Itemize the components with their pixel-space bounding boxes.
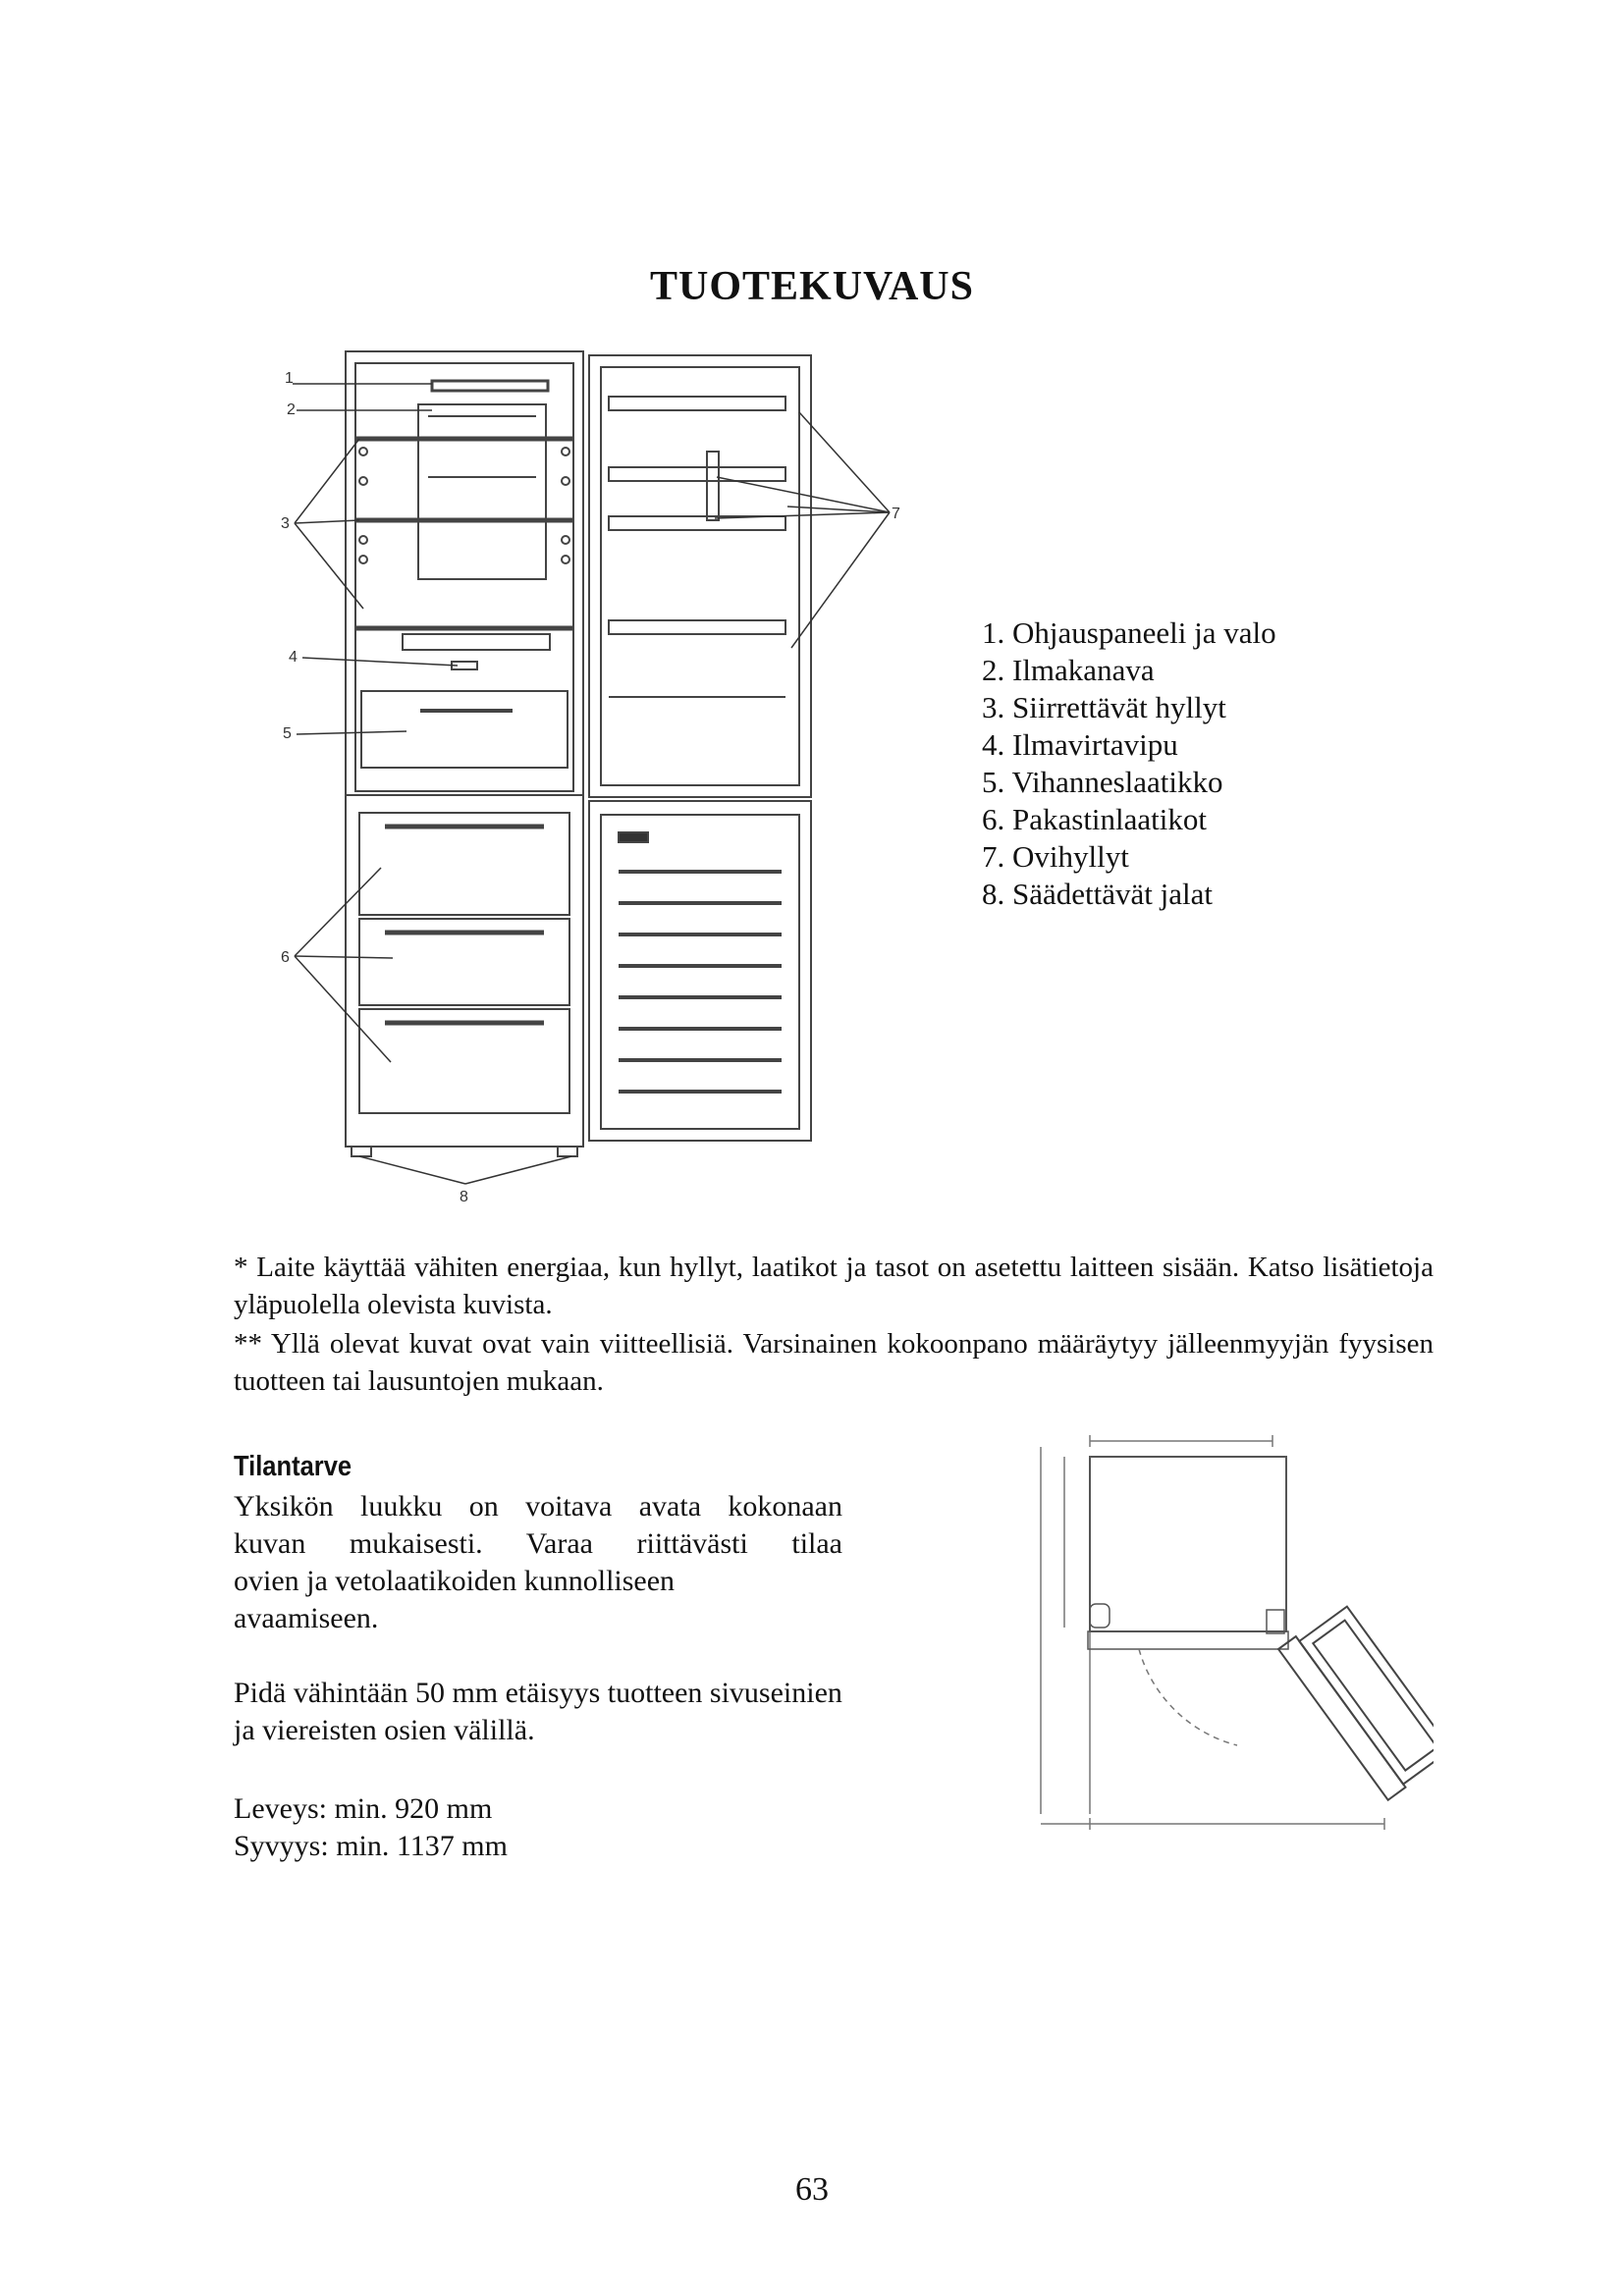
legend-item: 1. Ohjauspaneeli ja valo <box>982 615 1276 650</box>
callout-2: 2 <box>287 401 296 418</box>
note-disclaimer: ** Yllä olevat kuvat ovat vain viitteellisiä. Varsinainen kokoonpano määräytyy jälleenmyyjän fyysisen tuotteen tai lausuntojen mukaan. <box>234 1328 1434 1397</box>
callout-7: 7 <box>892 506 900 522</box>
space-paragraph <box>234 1488 842 1637</box>
legend-item: 7. Ovihyllyt <box>982 839 1129 874</box>
legend-item: 6. Pakastinlaatikot <box>982 802 1208 836</box>
width-requirement: Leveys: min. 920 mm <box>234 1792 493 1825</box>
fridge-diagram <box>236 334 943 1256</box>
space-heading: Tilantarve <box>234 1451 352 1482</box>
depth-requirement: Syvyys: min. 1137 mm <box>234 1830 508 1862</box>
callout-5: 5 <box>283 725 292 742</box>
space-line: Yksikön luukku on voitava avata kokonaan <box>234 1490 842 1522</box>
legend-item: 5. Vihanneslaatikko <box>982 765 1223 799</box>
callout-8: 8 <box>460 1189 468 1205</box>
legend-item: 8. Säädettävät jalat <box>982 877 1213 911</box>
callout-6: 6 <box>281 949 290 966</box>
legend-list <box>982 614 1276 913</box>
callout-4: 4 <box>289 649 298 666</box>
legend-item: 3. Siirrettävät hyllyt <box>982 690 1226 724</box>
space-line: kuvan mukaisesti. Varaa riittävästi tilaa <box>234 1527 842 1560</box>
space-line: avaamiseen. <box>234 1602 379 1634</box>
page-title: TUOTEKUVAUS <box>650 264 974 309</box>
dimensions <box>234 1790 508 1865</box>
clearance-paragraph: Pidä vähintään 50 mm etäisyys tuotteen sivuseinien ja viereisten osien välillä. <box>234 1677 842 1746</box>
legend-item: 2. Ilmakanava <box>982 653 1155 687</box>
legend-item: 4. Ilmavirtavipu <box>982 727 1178 762</box>
callout-3: 3 <box>281 515 290 532</box>
page-number: 63 <box>795 2171 829 2208</box>
door-swing-diagram <box>1021 1421 1434 1883</box>
space-line: ovien ja vetolaatikoiden kunnolliseen <box>234 1565 676 1597</box>
callout-1: 1 <box>285 370 294 387</box>
notes <box>234 1249 1434 1400</box>
note-energy: * Laite käyttää vähiten energiaa, kun hyllyt, laatikot ja tasot on asetettu laitteen sisään. Katso lisätietoja yläpuolella olevista kuvista. <box>234 1252 1434 1320</box>
